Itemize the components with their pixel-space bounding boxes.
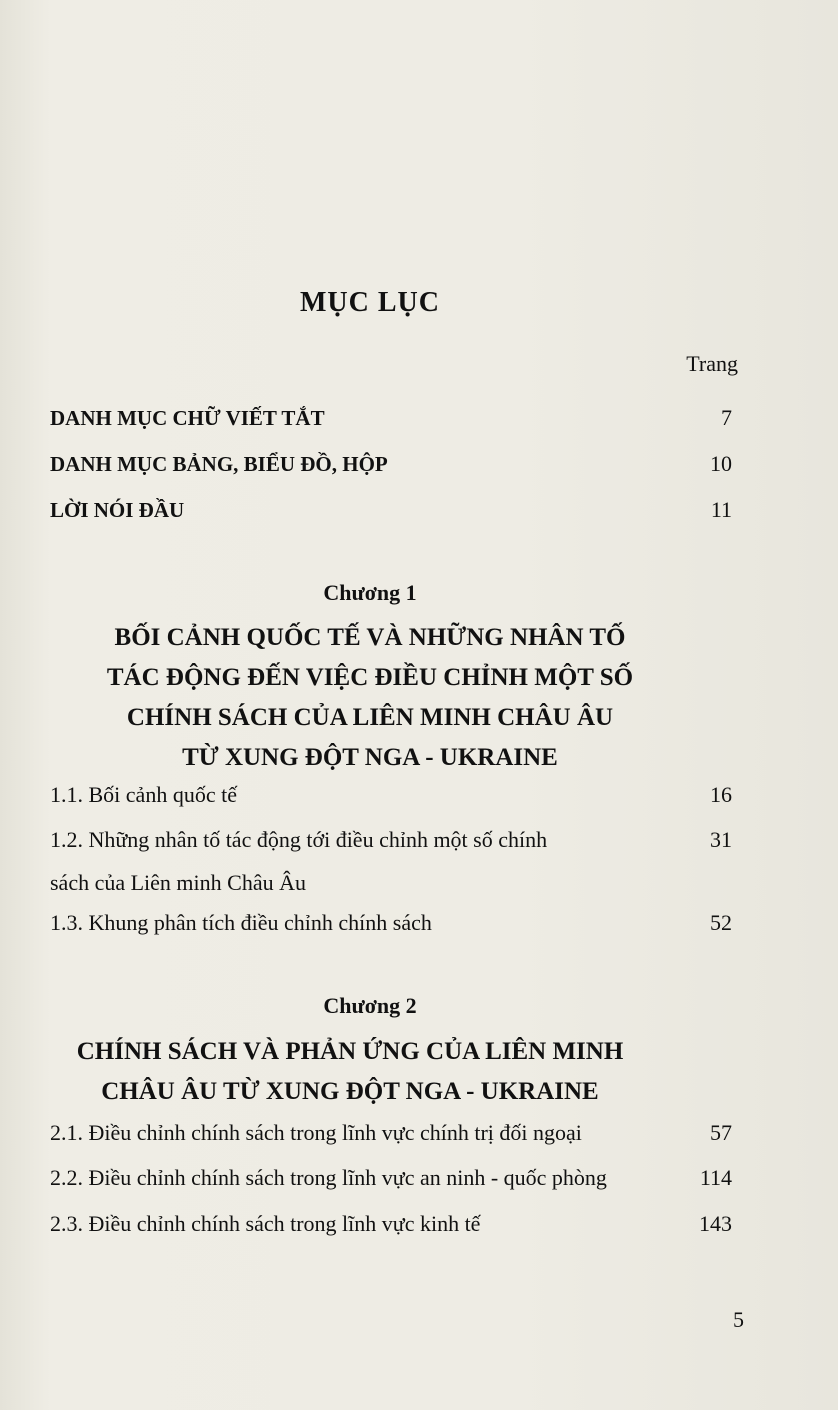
toc-entry-label: 2.3. Điều chỉnh chính sách trong lĩnh vực kinh tế	[50, 1211, 481, 1236]
chapter-title-line: BỐI CẢNH QUỐC TẾ VÀ NHỮNG NHÂN TỐ	[114, 624, 626, 651]
toc-entry[interactable]	[50, 782, 732, 808]
chapter-title-line: TỪ XUNG ĐỘT NGA - UKRAINE	[182, 744, 558, 771]
toc-entry-page: 114	[699, 1165, 732, 1190]
toc-entry[interactable]	[50, 497, 732, 523]
chapter-title-line: CHÂU ÂU TỪ XUNG ĐỘT NGA - UKRAINE	[101, 1078, 599, 1105]
toc-entry-label: LỜI NÓI ĐẦU	[50, 498, 185, 522]
chapter-heading: Chương 2	[323, 993, 417, 1018]
toc-entry-label: 2.1. Điều chỉnh chính sách trong lĩnh vực chính trị đối ngoại	[50, 1120, 582, 1145]
toc-entry-label: DANH MỤC CHỮ VIẾT TẮT	[50, 406, 325, 430]
toc-entry-label: 1.3. Khung phân tích điều chỉnh chính sách	[50, 910, 432, 935]
page-column-label: Trang	[686, 351, 738, 376]
toc-entry-page: 143	[699, 1211, 732, 1236]
chapter-heading: Chương 1	[323, 580, 417, 605]
toc-entry[interactable]	[50, 910, 732, 936]
toc-entry-page: 11	[710, 497, 732, 522]
toc-entry-page: 16	[710, 782, 732, 807]
toc-entry-page: 52	[710, 910, 732, 935]
chapter-title-line: TÁC ĐỘNG ĐẾN VIỆC ĐIỀU CHỈNH MỘT SỐ	[106, 664, 634, 691]
toc-entry[interactable]	[50, 1211, 732, 1237]
chapter-title	[0, 1032, 700, 1112]
page-number: 5	[733, 1307, 744, 1332]
toc-entry[interactable]	[50, 405, 732, 431]
toc-entry[interactable]	[50, 1165, 732, 1191]
toc-entry-page: 7	[721, 405, 732, 430]
toc-entry-page: 57	[710, 1120, 732, 1145]
toc-entry-label: 1.2. Những nhân tố tác động tới điều chỉnh một số chính	[50, 827, 548, 852]
toc-entry[interactable]	[50, 818, 732, 904]
toc-entry-label: 2.2. Điều chỉnh chính sách trong lĩnh vực an ninh - quốc phòng	[50, 1165, 607, 1190]
chapter-title-line: CHÍNH SÁCH VÀ PHẢN ỨNG CỦA LIÊN MINH	[76, 1038, 624, 1065]
toc-entry[interactable]	[50, 451, 732, 477]
toc-entry-label-continued: sách của Liên minh Châu Âu	[50, 870, 306, 895]
chapter-title	[20, 618, 720, 778]
page-title: MỤC LỤC	[300, 287, 440, 318]
chapter-title-line: CHÍNH SÁCH CỦA LIÊN MINH CHÂU ÂU	[126, 704, 614, 731]
toc-entry-page: 31	[710, 827, 732, 852]
toc-entry[interactable]	[50, 1120, 732, 1146]
toc-entry-page: 10	[710, 451, 732, 476]
toc-entry-label: 1.1. Bối cảnh quốc tế	[50, 782, 237, 807]
toc-entry-label: DANH MỤC BẢNG, BIỂU ĐỒ, HỘP	[50, 452, 388, 476]
